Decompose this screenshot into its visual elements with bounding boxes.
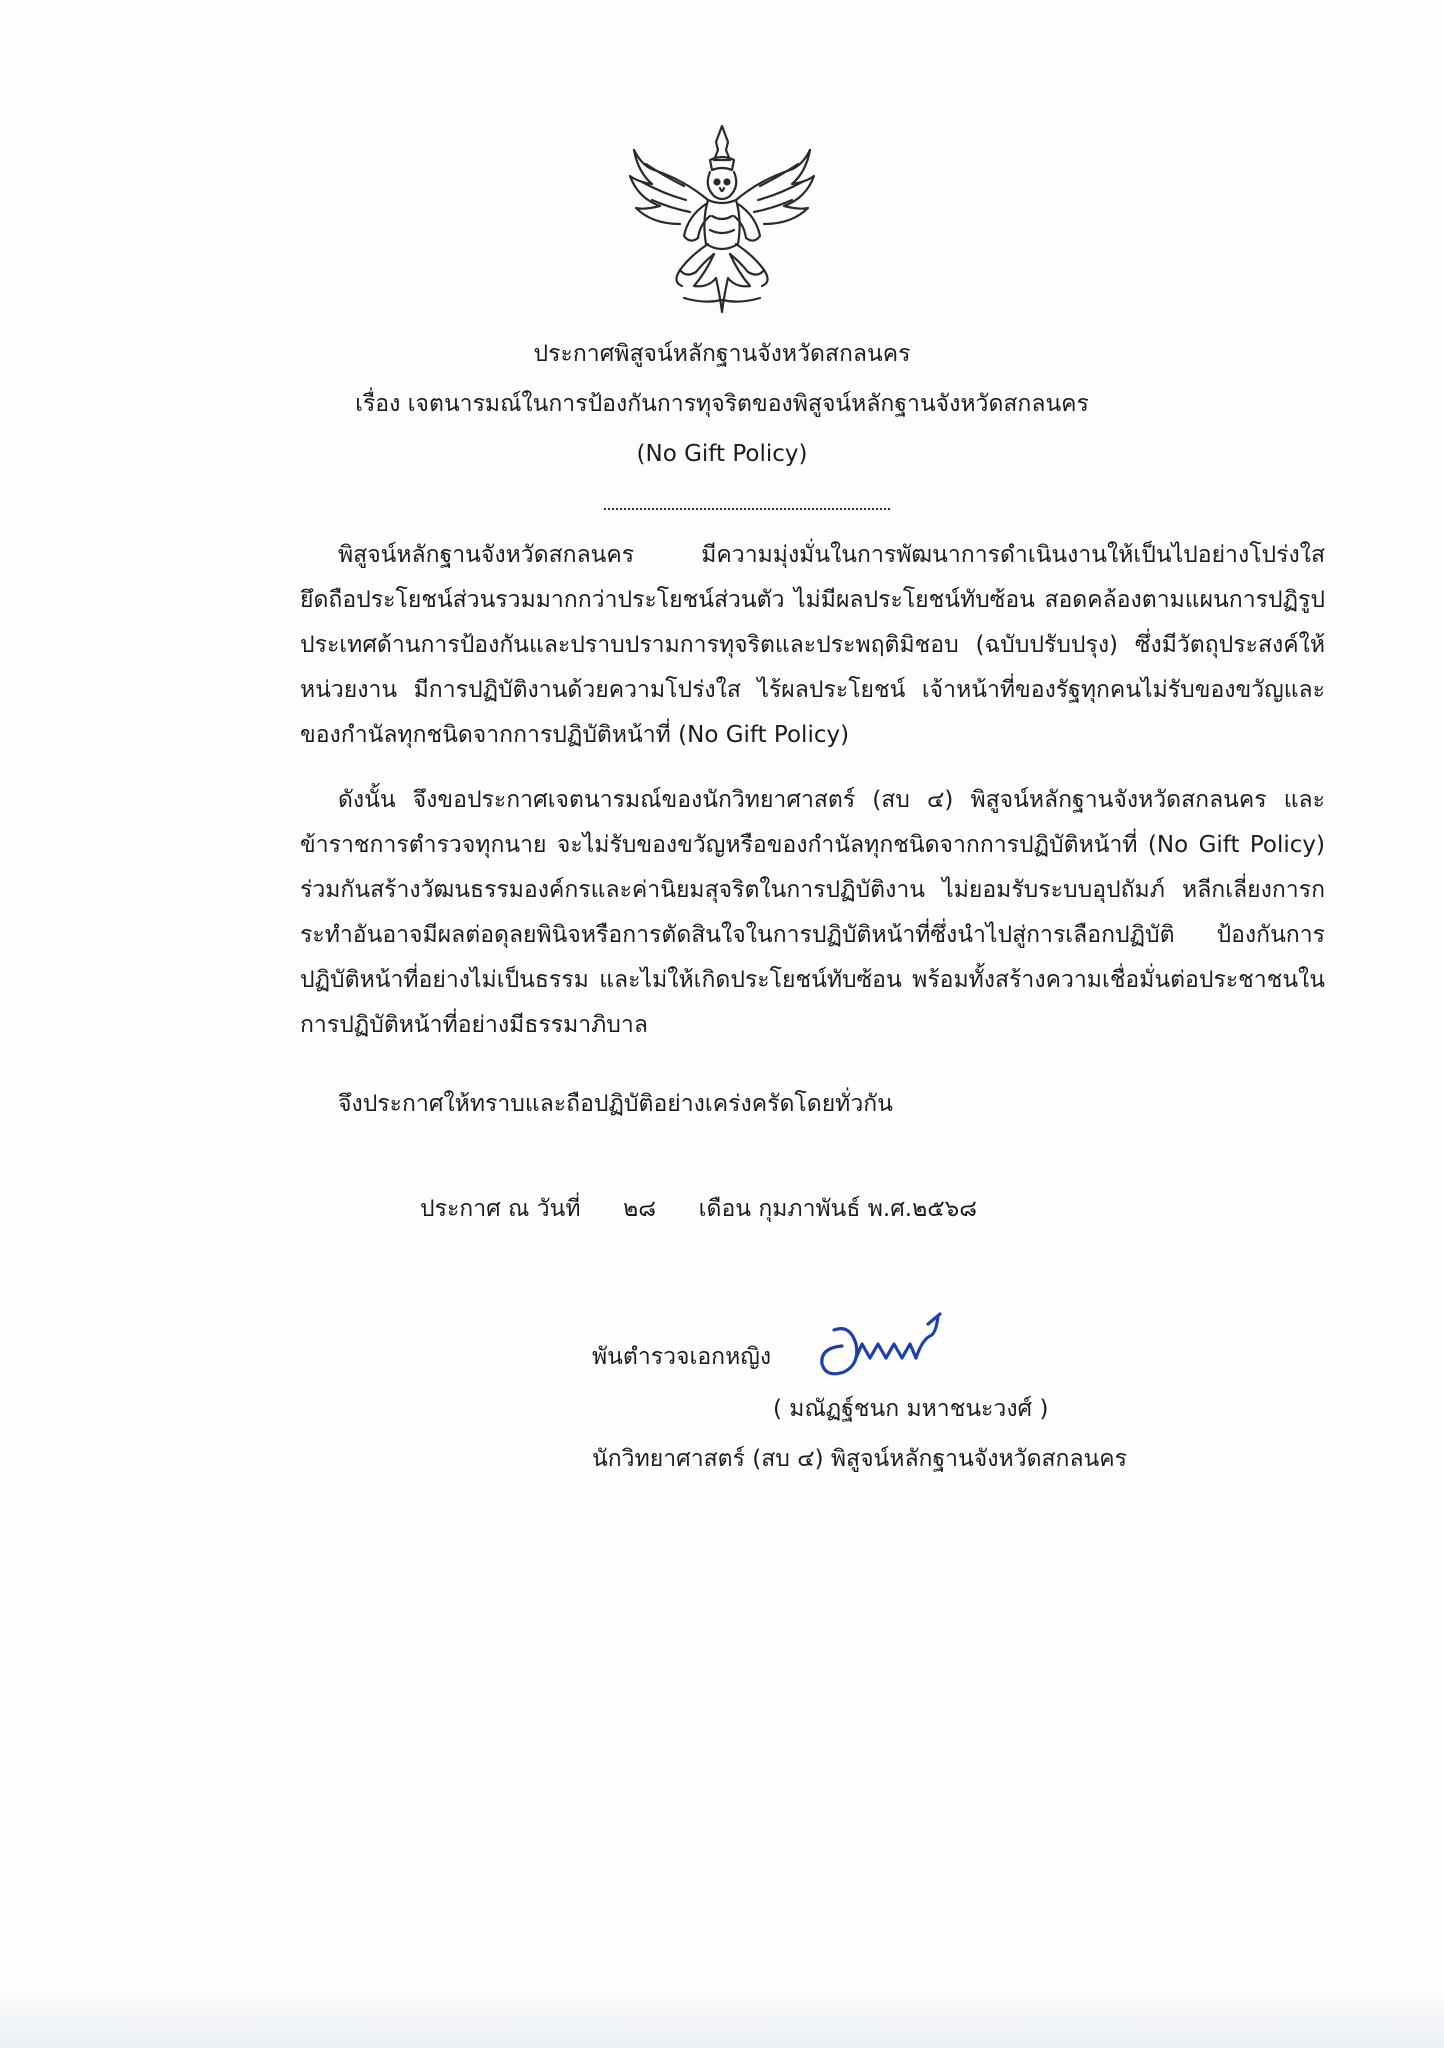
date-day: ๒๘ — [623, 1196, 657, 1222]
body-paragraph-1: พิสูจน์หลักฐานจังหวัดสกลนคร มีความมุ่งมั่นในการพัฒนาการดำเนินงานให้เป็นไปอย่างโปร่งใส ยึดถือประโยชน์ส่วนรวมมากกว่าประโยชน์ส่วนตัว ไม่มีผลประโยชน์ทับซ้อน สอดคล้องตามแผนการปฏิรูปประเทศด้านการป้องกันและปราบปรามการทุจริตและประพฤติมิชอบ (ฉบับปรับปรุง) ซึ่งมีวัตถุประสงค์ให้หน่วยงาน มีการปฏิบัติงานด้วยความโปร่งใส ไร้ผลประโยชน์ เจ้าหน้าที่ของรัฐทุกคนไม่รับของขวัญและของกำนัลทุกชนิดจากการปฏิบัติหน้าที่ (No Gift Policy) — [300, 542, 1325, 748]
date-year: พ.ศ.๒๕๖๘ — [867, 1196, 978, 1222]
date-month-label: เดือน — [698, 1196, 752, 1222]
closing-statement: จึงประกาศให้ทราบและถือปฏิบัติอย่างเคร่งครัดโดยทั่วกัน — [338, 1091, 893, 1117]
date-month: กุมภาพันธ์ — [758, 1196, 861, 1222]
date-prefix: ประกาศ ณ วันที่ — [420, 1196, 581, 1222]
policy-label: (No Gift Policy) — [636, 441, 808, 467]
body-paragraph-2: ดังนั้น จึงขอประกาศเจตนารมณ์ของนักวิทยาศาสตร์ (สบ ๔) พิสูจน์หลักฐานจังหวัดสกลนคร และข้าราชการตำรวจทุกนาย จะไม่รับของขวัญหรือของกำนัลทุกชนิดจากการปฏิบัติหน้าที่ (No Gift Policy) ร่วมกันสร้างวัฒนธรรมองค์กรและค่านิยมสุจริตในการปฏิบัติงาน ไม่ยอมรับระบบอุปถัมภ์ หลีกเลี่ยงการกระทำอันอาจมีผลต่อดุลยพินิจหรือการตัดสินใจในการปฏิบัติหน้าที่ซึ่งนำไปสู่การเลือกปฏิบัติ ป้องกันการปฏิบัติหน้าที่อย่างไม่เป็นธรรม และไม่ให้เกิดประโยชน์ทับซ้อน พร้อมทั้งสร้างความเชื่อมั่นต่อประชาชนในการปฏิบัติหน้าที่อย่างมีธรรมาภิบาล — [300, 787, 1325, 1038]
separator-dotted-line — [604, 508, 890, 510]
signer-position: นักวิทยาศาสตร์ (สบ ๔) พิสูจน์หลักฐานจังหวัดสกลนคร — [592, 1446, 1128, 1472]
date-line — [420, 1192, 977, 1226]
announcement-title: ประกาศพิสูจน์หลักฐานจังหวัดสกลนคร — [533, 341, 911, 367]
announcement-subject: เรื่อง เจตนารมณ์ในการป้องกันการทุจริตของพิสูจน์หลักฐานจังหวัดสกลนคร — [355, 391, 1089, 417]
signer-name: ( มณัฏฐ์ชนก มหาชนะวงศ์ ) — [773, 1396, 1049, 1422]
signer-rank: พันตำรวจเอกหญิง — [592, 1344, 772, 1370]
garuda-emblem-icon — [624, 120, 820, 320]
scan-edge-tint — [0, 1988, 1444, 2048]
handwritten-signature-icon — [810, 1306, 970, 1386]
